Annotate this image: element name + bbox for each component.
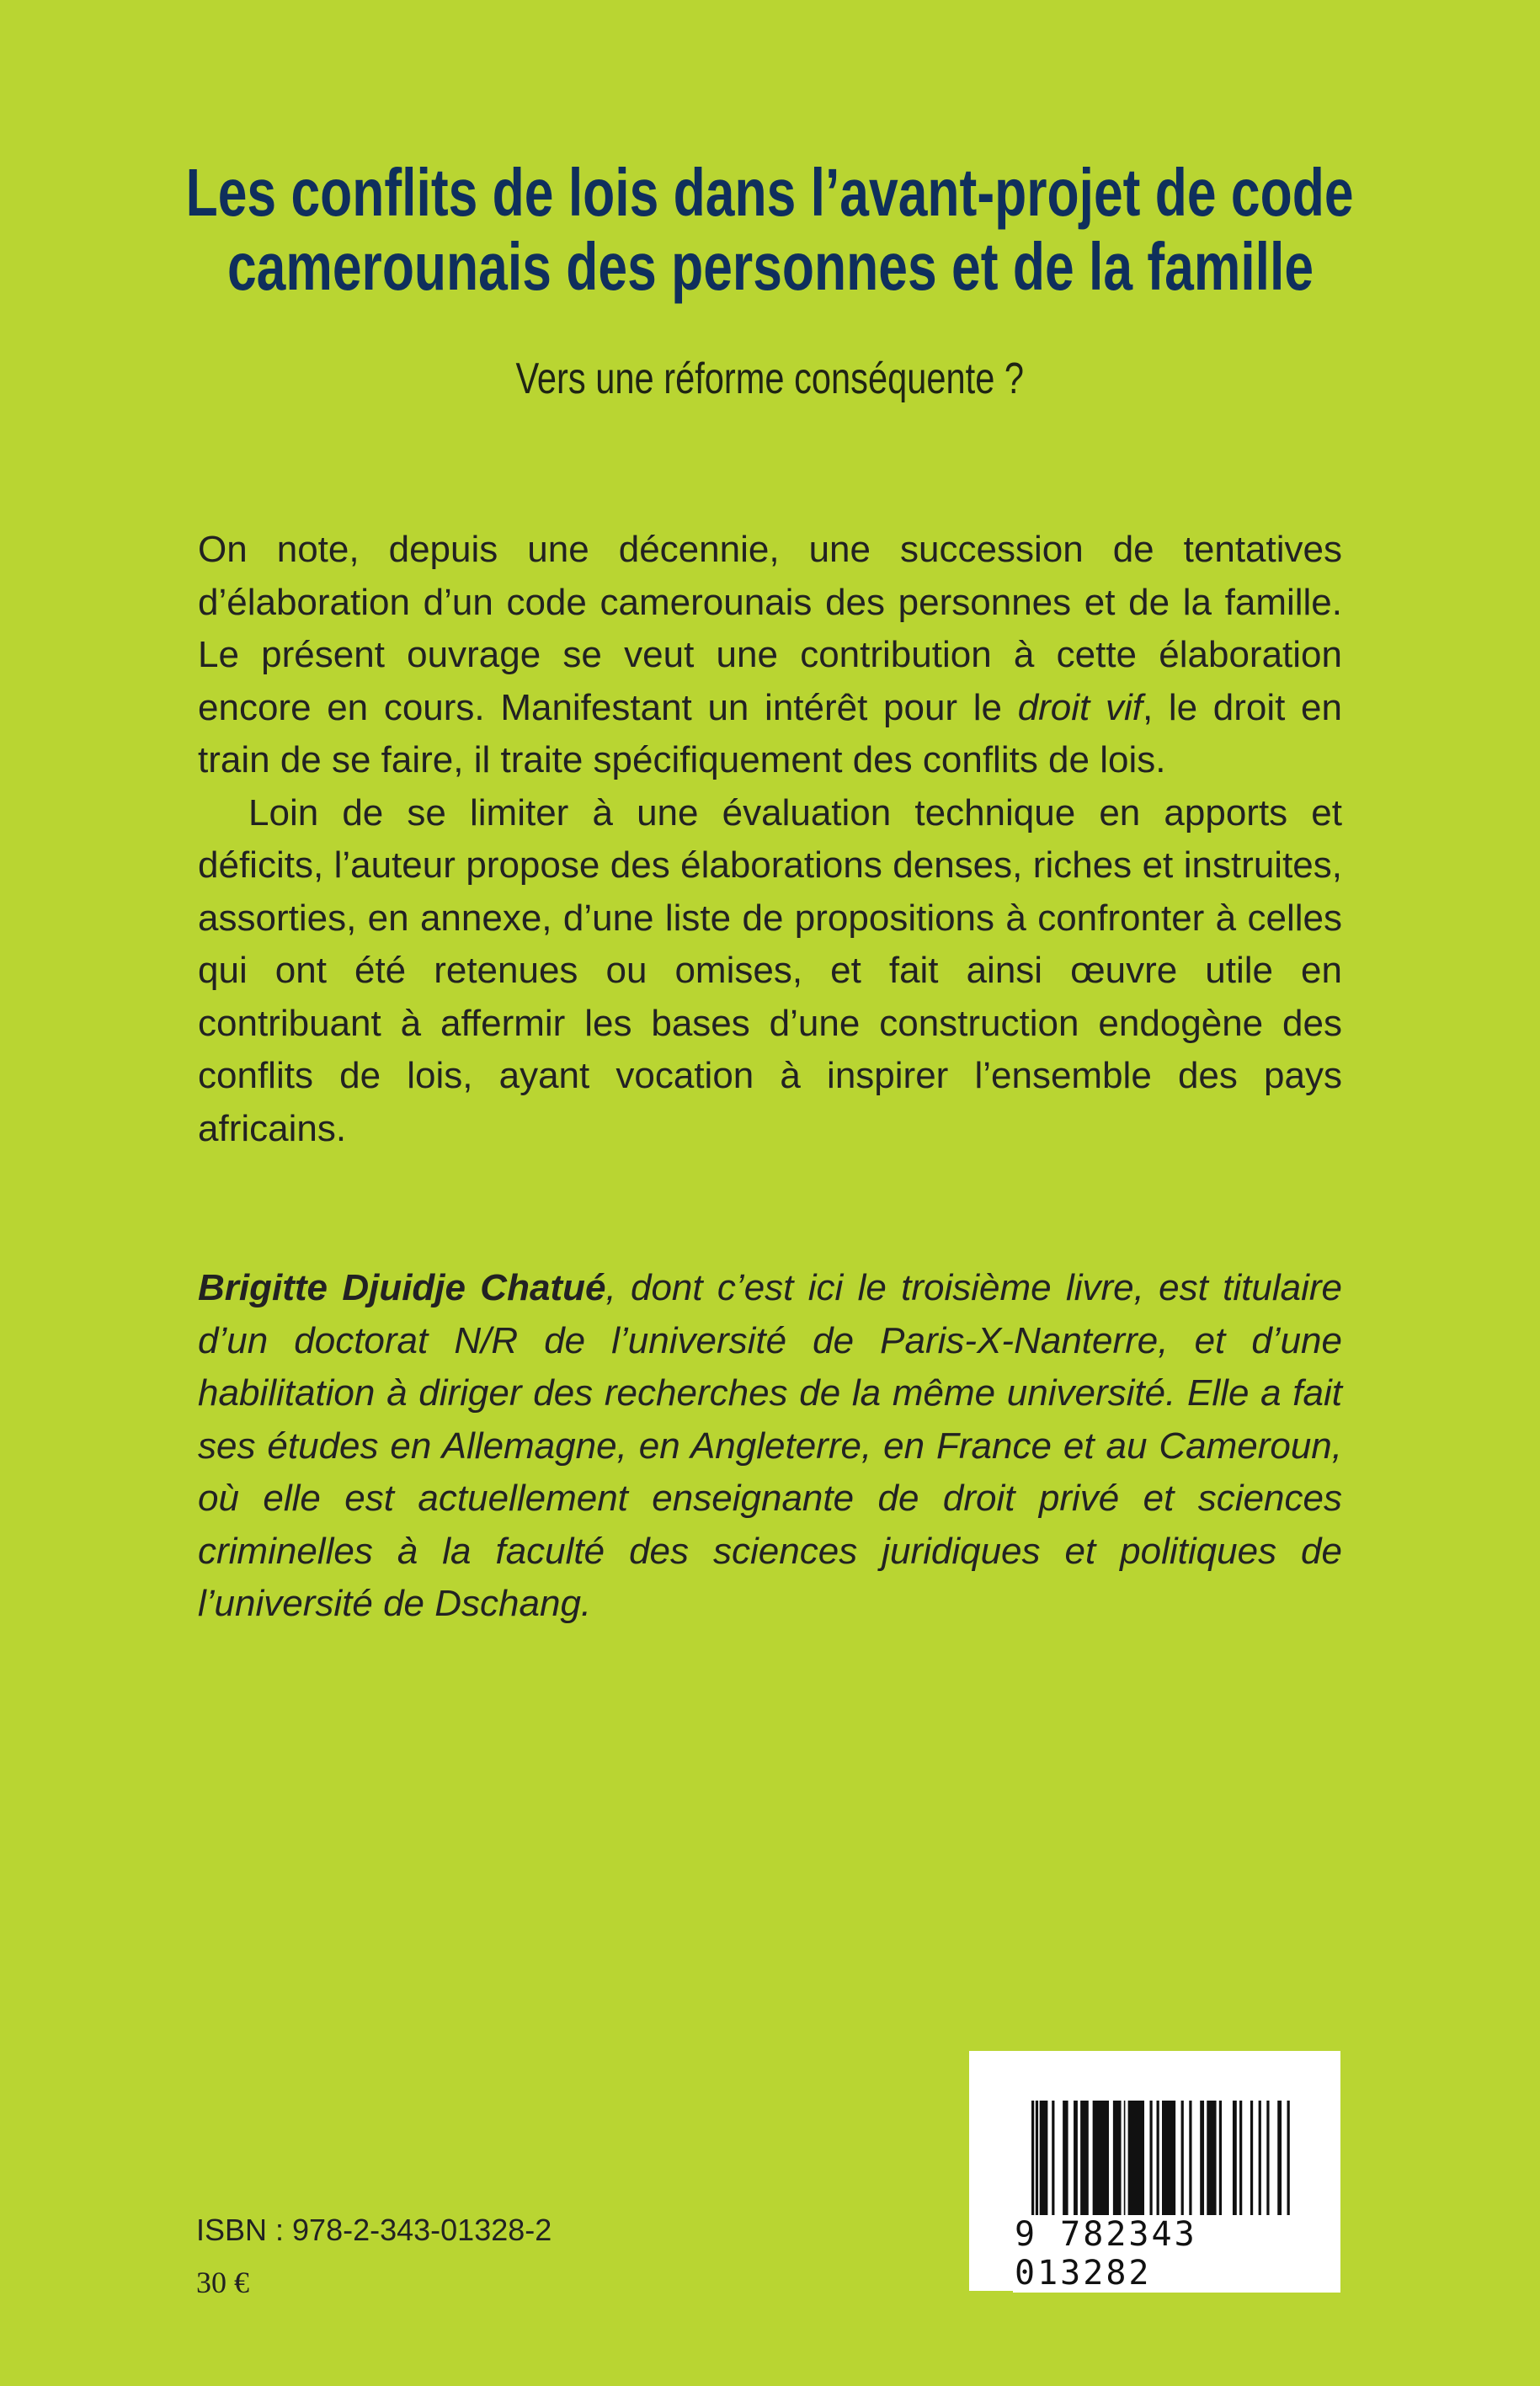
- title-line-1: Les conflits de lois dans l’avant-projet de code: [186, 155, 1354, 230]
- author-bio: Brigitte Djuidje Chatué, dont c’est ici le troisième livre, est titulaire d’un doctorat N/R de l’université de Paris-X-Nanterre, et d’une habilitation à diriger des recherches de la même université. Elle a fait ses études en Allemagne, en Angleterre, en France et au Cameroun, où elle est actuellement enseignante de droit privé et sciences criminelles à la faculté des sciences juridiques et politiques de l’université de Dschang.: [198, 1267, 1343, 1624]
- book-subtitle: Vers une réforme conséquente ?: [515, 354, 1025, 403]
- barcode: [969, 2051, 1340, 2291]
- isbn: ISBN : 978-2-343-01328-2: [196, 2213, 552, 2247]
- barcode-digits: 9 782343 013282: [1013, 2215, 1340, 2293]
- book-title: [0, 156, 1540, 304]
- title-line-2: camerounais des personnes et de la famille: [226, 229, 1314, 304]
- summary-paragraph-2: Loin de se limiter à une évaluation technique en apports et déficits, l’auteur propose des élaborations denses, riches et instruites, assorties, en annexe, d’une liste de propositions à confronter à celles qui ont été retenues ou omises, et fait ainsi œuvre utile en contribuant à affermir les bases d’une construction endogène des conflits de lois, ayant vocation à inspirer l’ensemble des pays africains.: [198, 791, 1342, 1149]
- summary: [198, 524, 1342, 1155]
- price: 30 €: [196, 2266, 249, 2299]
- author-name: Brigitte Djuidje Chatué: [198, 1267, 606, 1308]
- summary-paragraph-1: On note, depuis une décennie, une succession de tentatives d’élaboration d’un code camerounais des personnes et de la famille. Le présent ouvrage se veut une contribution à cette élaboration encore en cours. Manifestant un intérêt pour le droit vif, le droit en train de se faire, il traite spécifiquement des conflits de lois.: [198, 529, 1342, 780]
